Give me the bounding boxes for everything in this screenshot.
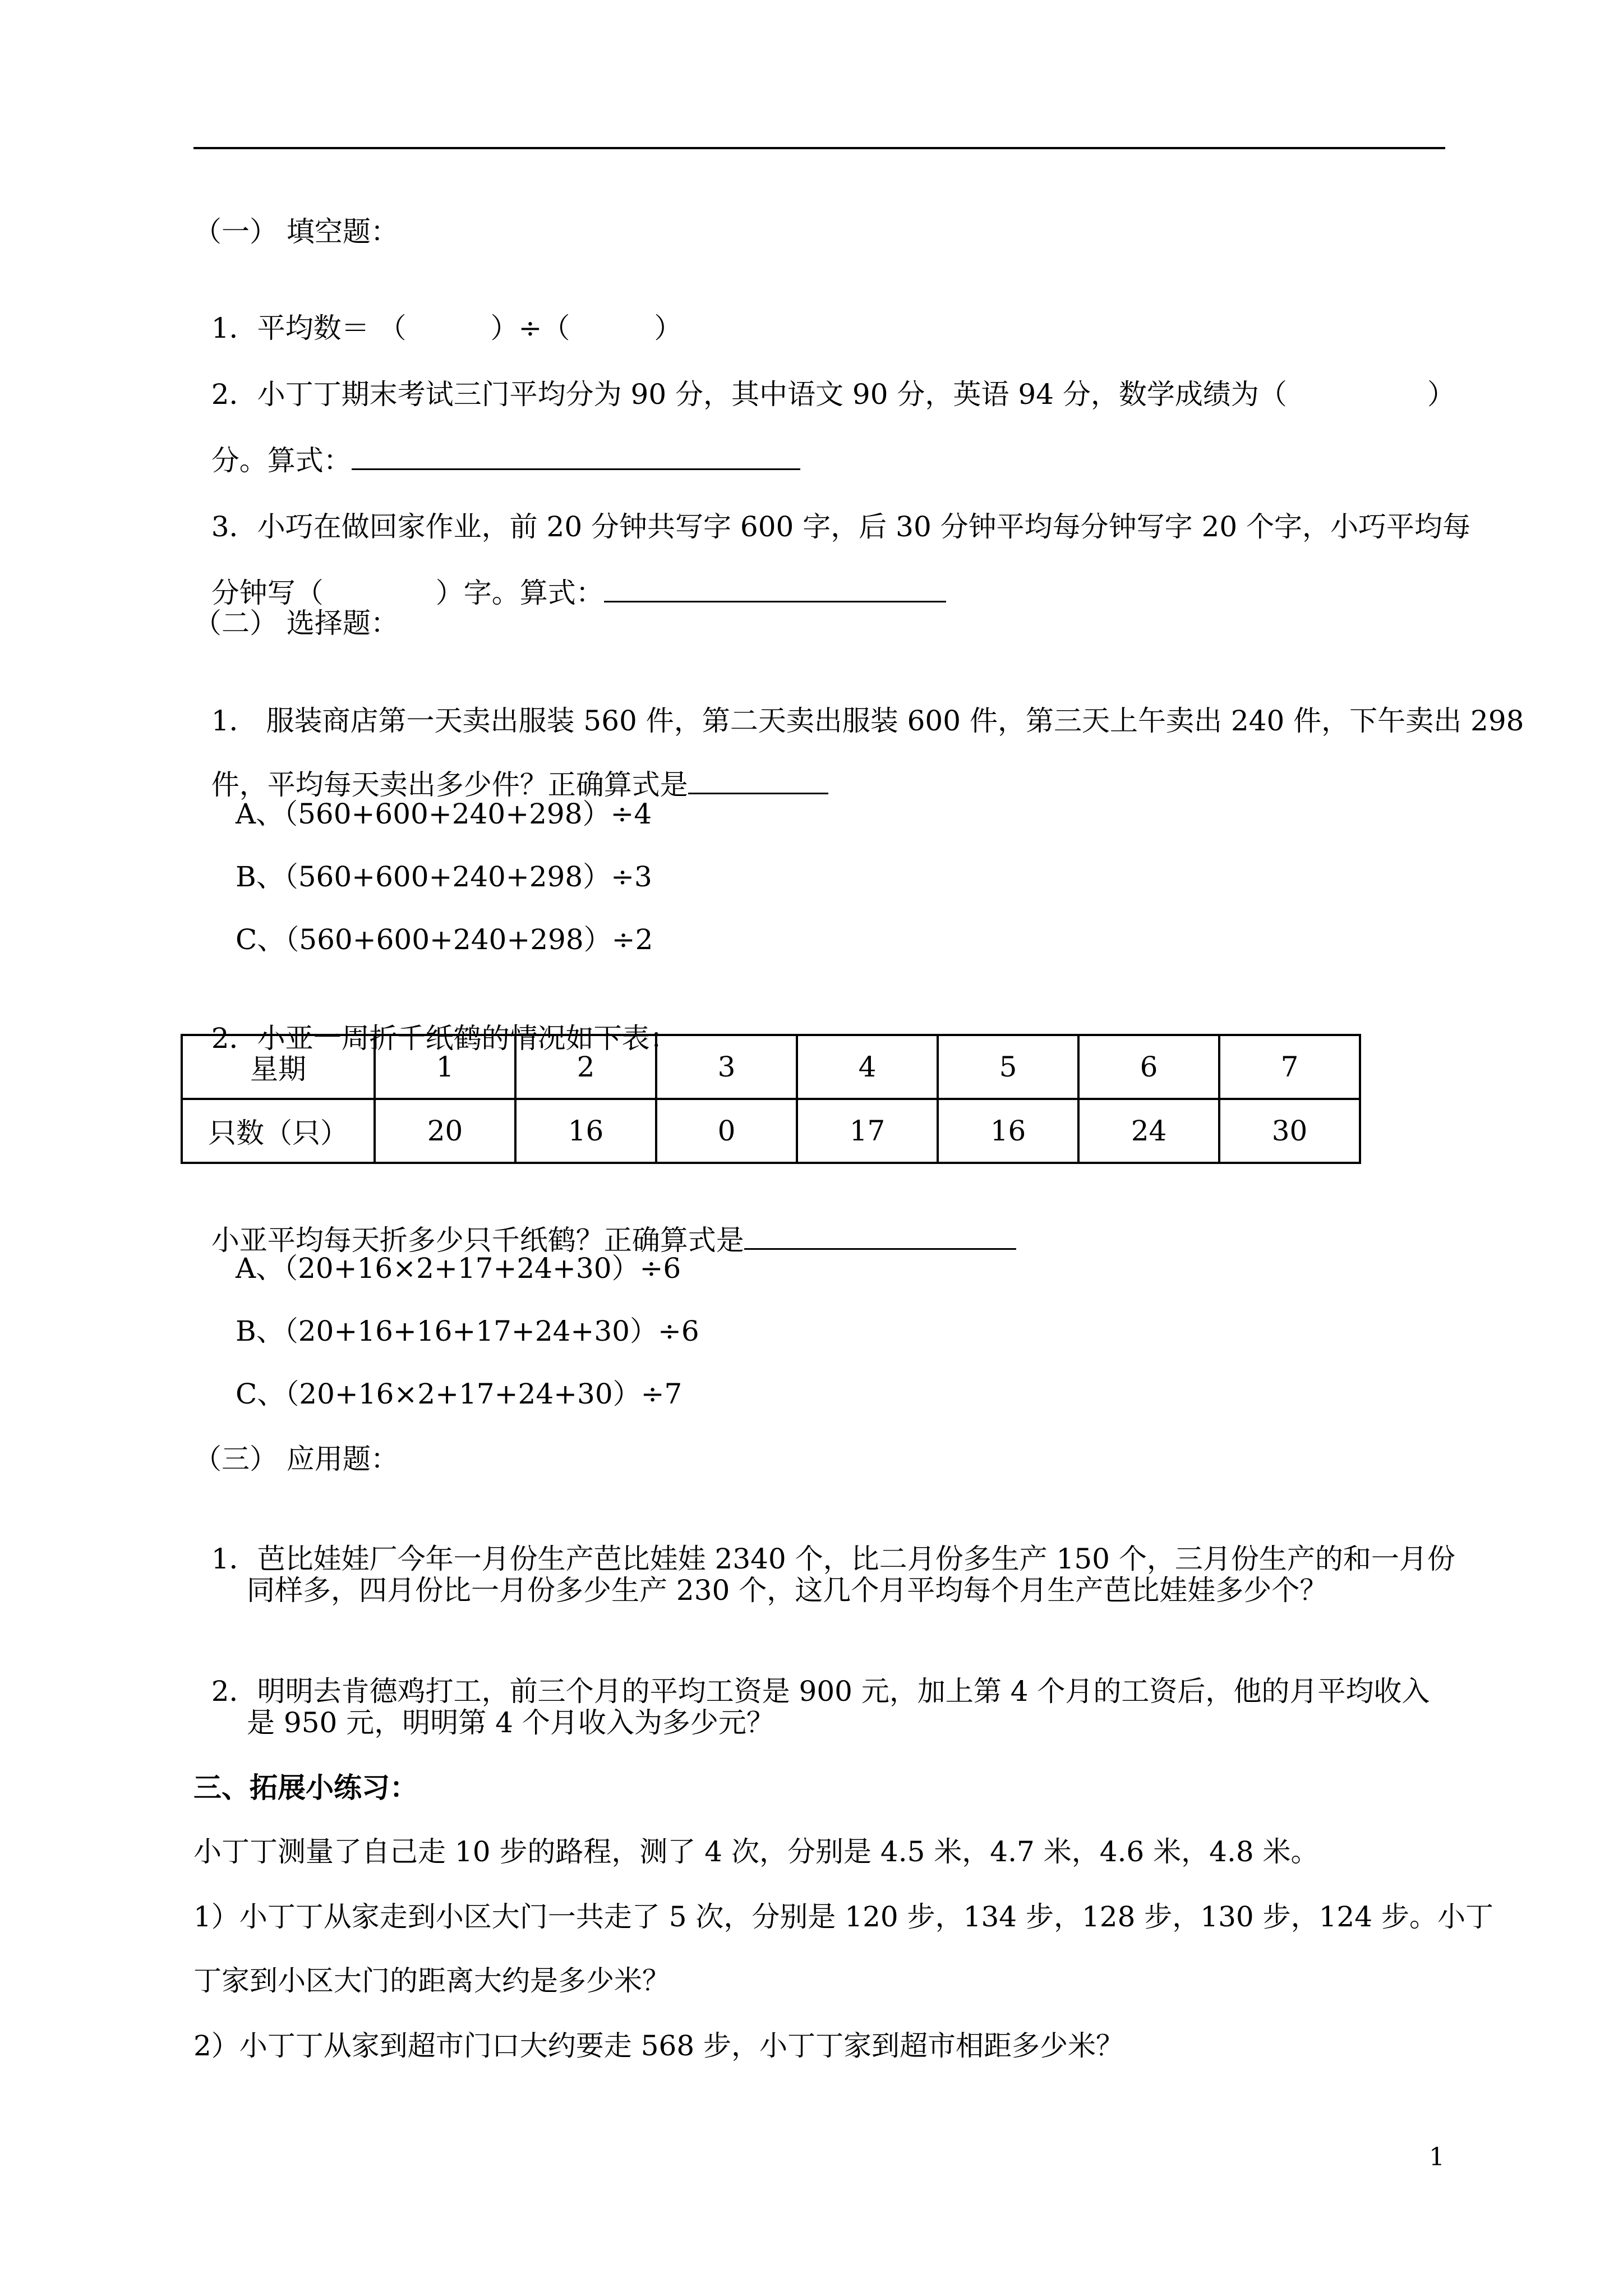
extension-heading: 三、拓展小练习：: [193, 1771, 418, 1804]
table-cell: 24: [1078, 1099, 1219, 1163]
q1-2: [193, 342, 1455, 412]
table-cell: 只数（只）: [182, 1099, 375, 1163]
table-cell: 星期: [182, 1035, 375, 1099]
section-3-heading: （三） 应用题：: [193, 1443, 399, 1475]
q1-1-number: 1．: [211, 312, 257, 344]
q1-1-text: 平均数＝ （ ）÷（ ）: [257, 312, 683, 344]
q1-3-text: 小巧在做回家作业，前 20 分钟共写字 600 字，后 30 分钟平均每分钟写字 20 个字，小巧平均每: [257, 510, 1471, 543]
table-cell: 2: [515, 1035, 656, 1099]
table-header-row: [182, 1035, 1360, 1099]
extension-intro: 小丁丁测量了自己走 10 步的路程，测了 4 次，分别是 4.5 米，4.7 米，4.6 米，4.8 米。: [193, 1835, 1319, 1868]
table-cell: 7: [1219, 1035, 1360, 1099]
q3-2-line2: 是 950 元，明明第 4 个月收入为多少元？: [247, 1706, 774, 1739]
section-2-heading: （二） 选择题：: [193, 607, 399, 639]
q1-3-line2: 分钟写（ ）字。算式：: [193, 541, 946, 610]
extension-problem-1-line2: 丁家到小区大门的距离大约是多少米？: [193, 1964, 670, 1997]
q2-1: [193, 669, 1524, 738]
table-cell: 20: [375, 1099, 515, 1163]
q3-1-line1: 芭比娃娃厂今年一月份生产芭比娃娃 2340 个，比二月份多生产 150 个，三月份生产的和一月份: [257, 1543, 1455, 1575]
table-cell: 16: [938, 1099, 1078, 1163]
table-cell: 0: [656, 1099, 797, 1163]
q1-3-number: 3．: [211, 510, 257, 543]
extension-problem-1: 1）小丁丁从家走到小区大门一共走了 5 次，分别是 120 步，134 步，128 步，130 步，124 步。小丁: [193, 1901, 1493, 1933]
crane-table: [181, 1034, 1361, 1164]
q2-1-option-c[interactable]: C、（560+600+240+298）÷2: [236, 923, 653, 956]
page-number: 1: [1429, 2143, 1445, 2171]
table-cell: 17: [797, 1099, 938, 1163]
table-cell: 1: [375, 1035, 515, 1099]
q1-3-answer-blank[interactable]: [604, 576, 946, 602]
table-cell: 5: [938, 1035, 1078, 1099]
table-cell: 4: [797, 1035, 938, 1099]
q2-2-number: 2．: [211, 1022, 257, 1055]
q1-2-answer-blank[interactable]: [352, 444, 800, 470]
table-cell: 16: [515, 1099, 656, 1163]
table-cell: 30: [1219, 1099, 1360, 1163]
section-1-heading: （一） 填空题：: [193, 215, 399, 248]
q2-1-option-a[interactable]: A、（560+600+240+298）÷4: [236, 798, 652, 830]
table-row: [182, 1099, 1360, 1163]
q2-2-question: 小亚平均每天折多少只千纸鹤？正确算式是: [193, 1188, 1016, 1258]
q2-1-number: 1．: [211, 705, 257, 737]
q2-2-text: 小亚一周折千纸鹤的情况如下表：: [257, 1022, 678, 1055]
table-cell: 6: [1078, 1035, 1219, 1099]
q2-2-answer-blank[interactable]: [744, 1223, 1016, 1250]
q2-2-option-c[interactable]: C、（20+16×2+17+24+30）÷7: [236, 1378, 683, 1410]
table-cell: 3: [656, 1035, 797, 1099]
q1-2-line2: 分。算式：: [193, 408, 800, 478]
q1-1: [193, 276, 682, 346]
q3-2: [193, 1639, 1430, 1709]
q2-1-answer-blank[interactable]: [688, 768, 828, 794]
q3-1-line2: 同样多，四月份比一月份多少生产 230 个，这几个月平均每个月生产芭比娃娃多少个？: [247, 1574, 1328, 1607]
q3-2-number: 2．: [211, 1675, 257, 1708]
extension-problem-2: 2）小丁丁从家到超市门口大约要走 568 步，小丁丁家到超市相距多少米？: [193, 2030, 1124, 2062]
q3-2-line1: 明明去肯德鸡打工，前三个月的平均工资是 900 元，加上第 4 个月的工资后，他的月平均收入: [257, 1675, 1430, 1708]
q1-2-number: 2．: [211, 378, 257, 411]
q2-2-option-a[interactable]: A、（20+16×2+17+24+30）÷6: [236, 1252, 681, 1285]
q2-2-option-b[interactable]: B、（20+16+16+17+24+30）÷6: [236, 1315, 699, 1347]
q3-1: [193, 1507, 1455, 1576]
q1-3: [193, 475, 1470, 544]
q1-2-text: 小丁丁期末考试三门平均分为 90 分，其中语文 90 分，英语 94 分，数学成绩为（ ）: [257, 378, 1455, 411]
q2-1-line2: 件，平均每天卖出多少件？正确算式是: [193, 733, 828, 802]
q2-1-text: 服装商店第一天卖出服装 560 件，第二天卖出服装 600 件，第三天上午卖出 240 件，下午卖出 298: [257, 705, 1524, 737]
q2-1-option-b[interactable]: B、（560+600+240+298）÷3: [236, 861, 652, 893]
header-rule: [193, 147, 1445, 149]
q3-1-number: 1．: [211, 1543, 257, 1575]
